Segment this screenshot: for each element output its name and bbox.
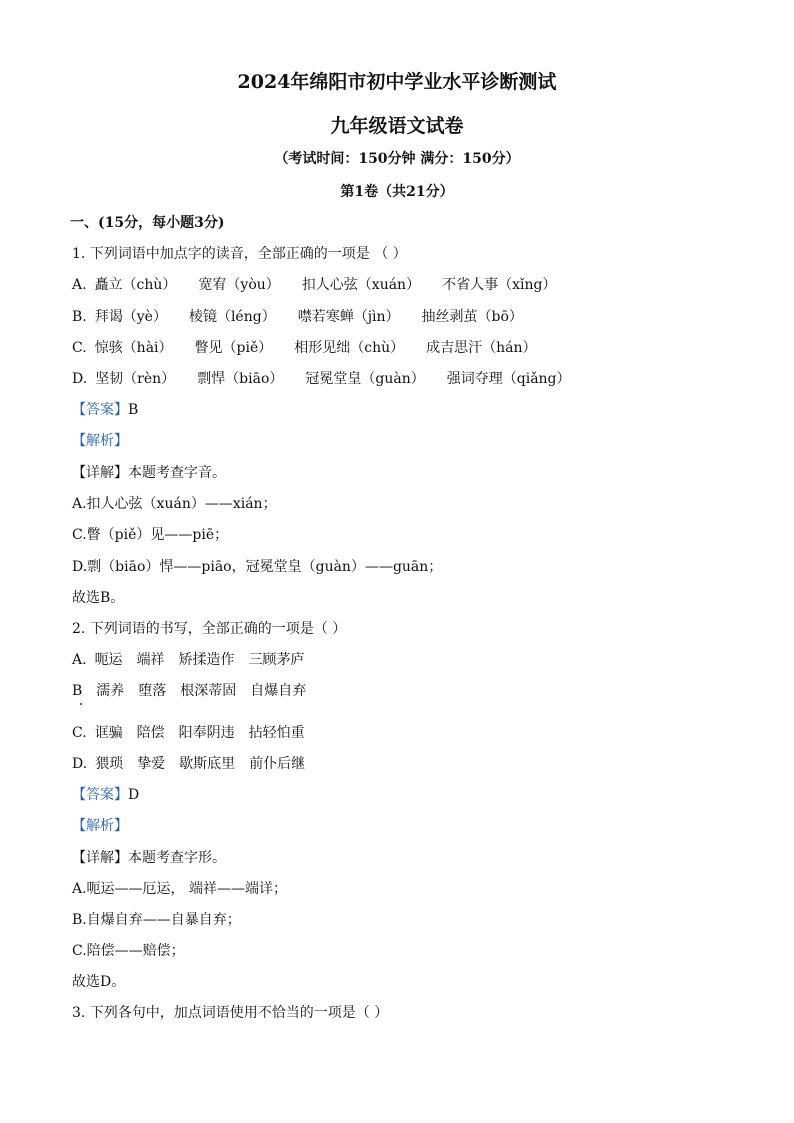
option-word: 抽丝剥茧（bō） xyxy=(421,309,523,325)
detail-text: 本题考查字形。 xyxy=(128,850,226,866)
option-word: 呃运 xyxy=(94,652,123,668)
q1-analysis-tag: 【解析】 xyxy=(72,433,128,449)
option-word: 挚爱 xyxy=(137,756,166,772)
option-word: 濡养 xyxy=(96,683,125,699)
q1-option-c xyxy=(72,339,537,357)
q2-conclusion: 故选D。 xyxy=(72,974,126,990)
q2-note-a: A.呃运——厄运， 端祥——端详； xyxy=(72,881,288,897)
option-label: A. xyxy=(72,652,87,668)
option-word: 拈轻怕重 xyxy=(248,725,305,741)
answer-tag: 【答案】 xyxy=(72,402,128,418)
option-word: 成吉思汗（hán） xyxy=(426,340,537,356)
option-word: 噤若寒蝉（jìn） xyxy=(297,309,400,325)
decorative-dot xyxy=(80,703,82,705)
section-heading: 一、(15分，每小题3分) xyxy=(70,215,225,231)
question-1-stem: 1. 下列词语中加点字的读音，全部正确的一项是 （ ） xyxy=(72,246,407,262)
option-word: 瞥见（piě） xyxy=(194,340,273,356)
q2-option-b xyxy=(72,682,306,700)
option-label: A. xyxy=(72,277,87,293)
option-word: 矫揉造作 xyxy=(178,652,235,668)
option-word: 矗立（chù） xyxy=(94,277,177,293)
option-word: 扣人心弦（xuán） xyxy=(301,277,421,293)
q1-conclusion: 故选B。 xyxy=(72,590,125,606)
option-label: D. xyxy=(72,756,88,772)
q2-note-c: C.陪偿——赔偿； xyxy=(72,943,185,959)
q2-note-b: B.自爆自弃——自暴自弃； xyxy=(72,912,241,928)
q2-analysis-tag: 【解析】 xyxy=(72,818,128,834)
q1-option-b xyxy=(72,308,523,326)
option-word: 三顾茅庐 xyxy=(248,652,305,668)
exam-info: （考试时间：150分钟 满分：150分） xyxy=(274,151,520,167)
option-word: 剽悍（biāo） xyxy=(197,371,284,387)
option-word: 冠冕堂皇（guàn） xyxy=(305,371,425,387)
option-word: 棱镜（léng） xyxy=(188,309,276,325)
q2-detail xyxy=(72,849,226,867)
q2-option-c xyxy=(72,724,305,742)
answer-value: D xyxy=(128,787,140,803)
answer-tag: 【答案】 xyxy=(72,787,128,803)
option-word: 相形见绌（chù） xyxy=(294,340,405,356)
q1-option-a xyxy=(72,276,556,294)
option-label: C. xyxy=(72,725,87,741)
option-word: 坚韧（rèn） xyxy=(95,371,176,387)
question-3-stem: 3. 下列各句中，加点词语使用不恰当的一项是（ ） xyxy=(72,1005,389,1021)
option-word: 强词夺理（qiǎng） xyxy=(446,371,571,387)
option-label: C. xyxy=(72,340,87,356)
q1-option-d xyxy=(72,370,571,388)
paper-subtitle: 九年级语文试卷 xyxy=(330,115,464,137)
option-word: 诓骗 xyxy=(94,725,123,741)
q1-answer xyxy=(72,401,138,419)
option-word: 歇斯底里 xyxy=(179,756,236,772)
option-word: 宽宥（yòu） xyxy=(198,277,280,293)
option-word: 根深蒂固 xyxy=(180,683,237,699)
detail-tag: 【详解】 xyxy=(72,465,128,481)
answer-value: B xyxy=(128,402,139,418)
q2-option-a xyxy=(72,651,305,669)
option-word: 拜谒（yè） xyxy=(94,309,167,325)
detail-text: 本题考查字音。 xyxy=(128,465,226,481)
q2-answer xyxy=(72,786,139,804)
volume-heading: 第1卷（共21分） xyxy=(340,184,454,200)
option-label: D. xyxy=(72,371,88,387)
option-word: 堕落 xyxy=(138,683,167,699)
detail-tag: 【详解】 xyxy=(72,850,128,866)
option-word: 惊骇（hài） xyxy=(94,340,173,356)
option-word: 阳奉阴违 xyxy=(178,725,235,741)
option-label: B xyxy=(72,683,83,699)
q1-note-a: A.扣人心弦（xuán）——xián； xyxy=(72,496,277,512)
option-word: 不省人事（xǐng） xyxy=(442,277,557,293)
option-label: B. xyxy=(72,309,87,325)
option-word: 猥琐 xyxy=(95,756,124,772)
option-word: 前仆后继 xyxy=(249,756,306,772)
option-word: 陪偿 xyxy=(136,725,165,741)
question-2-stem: 2. 下列词语的书写，全部正确的一项是（ ） xyxy=(72,621,347,637)
q1-note-c: C.瞥（piě）见——piē； xyxy=(72,527,229,543)
page-title: 2024年绵阳市初中学业水平诊断测试 xyxy=(237,71,557,93)
q1-detail xyxy=(72,464,226,482)
q1-note-d: D.剽（biāo）悍——piāo，冠冕堂皇（guàn）——guān； xyxy=(72,559,443,575)
option-word: 自爆自弃 xyxy=(250,683,307,699)
q2-option-d xyxy=(72,755,305,773)
option-word: 端祥 xyxy=(136,652,165,668)
